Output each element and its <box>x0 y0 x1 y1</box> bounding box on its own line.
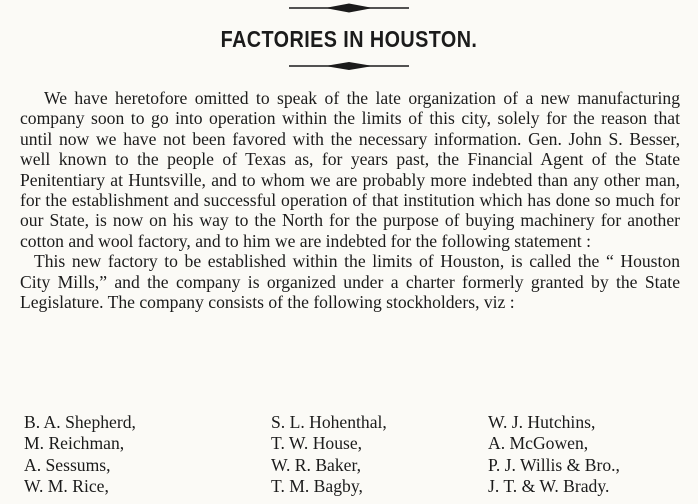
stockholder-name: A. McGowen, <box>488 433 589 454</box>
paragraph-2: This new factory to be established within the limits of Houston, is called the “ Houston City Mills,” and the company is organized under a charter formerly granted by the State Legislature. The company consists of the following stockholders, viz : <box>20 251 680 313</box>
stockholder-name: W. M. Rice, <box>24 476 109 497</box>
paragraph-1: We have heretofore omitted to speak of the late organization of a new manufacturing company soon to go into operation within the limits of this city, solely for the reason that until now we have not been favored with the necessary information. Gen. John S. Besser, well known to the people of Texas as, for years past, the Financial Agent of the State Penitentiary at Huntsville, and to whom we are probably more indebted than any other man, for the establishment and successful operation of that institution which has done so much for our State, is now on his way to the North for the purpose of buying machinery for another cotton and wool factory, and to him we are indebted for the following statement : <box>20 88 680 251</box>
stockholder-name: T. W. House, <box>271 433 363 454</box>
stockholder-name: M. Reichman, <box>24 433 125 454</box>
stockholders-list <box>24 412 684 498</box>
stockholder-name: P. J. Willis & Bro., <box>488 454 620 475</box>
stockholder-name: A. Sessums, <box>24 454 111 475</box>
stockholder-name: B. A. Shepherd, <box>24 412 136 432</box>
stockholder-row <box>24 476 684 497</box>
stockholder-name: T. M. Bagby, <box>271 476 363 497</box>
article-title: FACTORIES IN HOUSTON. <box>220 26 478 52</box>
stockholder-row <box>24 455 684 476</box>
article-body <box>20 88 680 312</box>
stockholder-name: J. T. & W. Brady. <box>488 476 610 497</box>
stockholder-name: W. J. Hutchins, <box>488 412 596 432</box>
ornament-top <box>0 2 698 14</box>
stockholder-row <box>24 412 684 433</box>
stockholder-name: W. R. Baker, <box>271 454 362 475</box>
stockholder-name: S. L. Hohenthal, <box>271 412 387 432</box>
ornament-bottom <box>0 60 698 72</box>
stockholder-row <box>24 433 684 454</box>
